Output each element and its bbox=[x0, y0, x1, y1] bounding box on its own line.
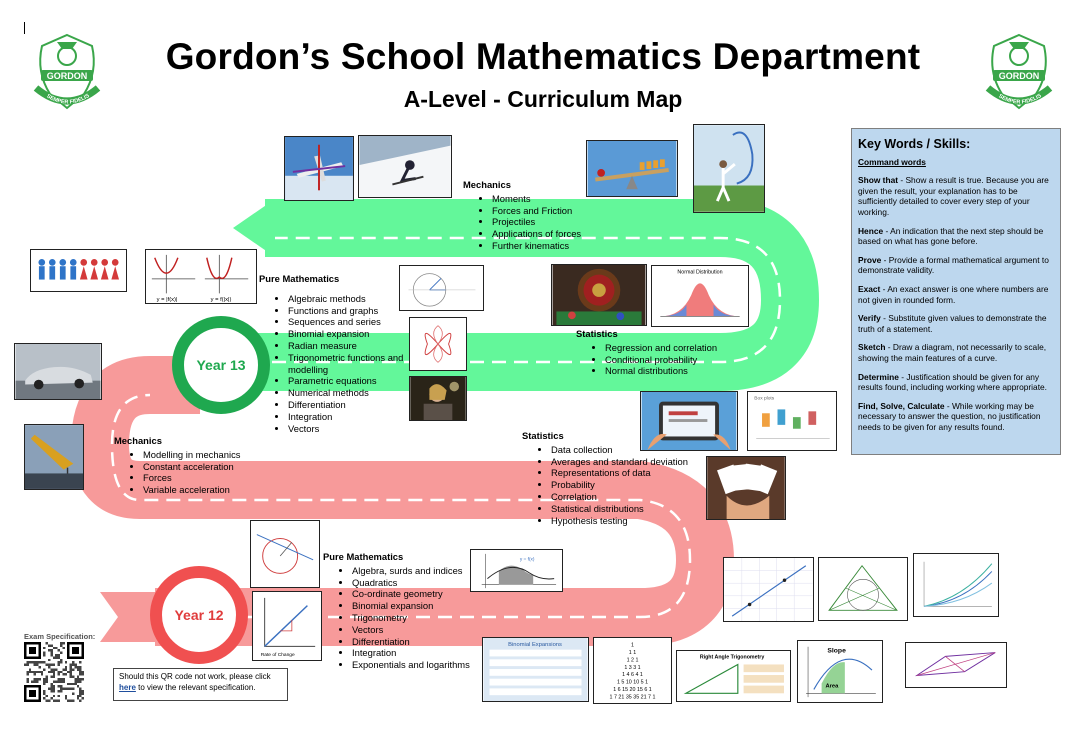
y13-statistics-section bbox=[576, 328, 751, 377]
note-text-before: Should this QR code not work, please click bbox=[119, 672, 271, 681]
slope-area-image bbox=[797, 640, 883, 703]
svg-text:y = f(x): y = f(x) bbox=[519, 557, 535, 563]
command-word-definition: - An exact answer is one where numbers are not given in rounded form. bbox=[858, 283, 1049, 305]
svg-text:Slope: Slope bbox=[827, 647, 846, 655]
topic-item: • Parametric equations bbox=[288, 375, 404, 387]
command-word-term: Find, Solve, Calculate bbox=[858, 400, 945, 411]
modulus-graphs-image bbox=[145, 249, 257, 304]
topic-list bbox=[522, 444, 707, 527]
crest-text: GORDON bbox=[46, 71, 88, 81]
year13-badge bbox=[172, 316, 270, 414]
skier-image bbox=[358, 135, 452, 198]
school-crest-left bbox=[32, 32, 102, 112]
spec-link[interactable]: here bbox=[119, 682, 136, 692]
command-word-term: Determine bbox=[858, 371, 899, 382]
topic-item: • Variable acceleration bbox=[143, 484, 264, 496]
pascal-row: 1 1 bbox=[628, 650, 637, 657]
topic-list bbox=[114, 449, 264, 496]
pascal-row: 1 6 15 20 15 6 1 bbox=[613, 686, 652, 693]
growth-curves-image bbox=[913, 553, 999, 617]
command-word-term: Sketch bbox=[858, 342, 886, 353]
topic-item: • Algebra, surds and indices bbox=[352, 565, 483, 577]
text-cursor bbox=[24, 22, 25, 34]
coordinate-line-image bbox=[723, 557, 814, 622]
page-title: Gordon’s School Mathematics Department bbox=[165, 36, 921, 77]
box-plot-image bbox=[747, 391, 837, 451]
pascal-row: 1 2 1 bbox=[626, 657, 639, 664]
topic-item: • Correlation bbox=[551, 491, 707, 503]
tangent-circle-image bbox=[250, 520, 320, 588]
topic-item: • Vectors bbox=[288, 423, 404, 435]
topic-list bbox=[576, 342, 751, 377]
section-heading: Mechanics bbox=[114, 435, 162, 446]
topic-item: • Binomial expansion bbox=[288, 328, 404, 340]
command-word-definition: - Substitute given values to demonstrate the truth of a statement. bbox=[858, 313, 1047, 334]
school-crest-right bbox=[984, 32, 1054, 112]
rate-of-change-graph-image bbox=[252, 591, 322, 661]
topic-item: • Quadratics bbox=[352, 577, 483, 589]
people-icons-image bbox=[30, 249, 127, 292]
command-word-entry bbox=[858, 313, 1054, 334]
topic-item: • Integration bbox=[352, 647, 483, 659]
year12-badge bbox=[150, 566, 248, 664]
topic-item: • Differentiation bbox=[288, 399, 404, 411]
topic-item: • Vectors bbox=[352, 624, 483, 636]
key-words-heading: Key Words / Skills: bbox=[858, 137, 971, 151]
section-heading: Mechanics bbox=[463, 179, 511, 190]
topic-item: • Co-ordinate geometry bbox=[352, 588, 483, 600]
pascals-triangle-image bbox=[593, 637, 672, 704]
radian-circle-image bbox=[399, 265, 484, 311]
year12-label: Year 12 bbox=[174, 607, 224, 623]
topic-item: • Numerical methods bbox=[288, 387, 404, 399]
command-word-term: Verify bbox=[858, 313, 881, 324]
command-word-term: Exact bbox=[858, 283, 881, 294]
pascal-row: 1 7 21 35 35 21 7 1 bbox=[609, 694, 656, 701]
command-word-definition: - Provide a formal mathematical argument to demonstrate validity. bbox=[858, 254, 1049, 276]
exam-spec-label: Exam Specification: bbox=[24, 632, 96, 641]
topic-item: • Moments bbox=[492, 193, 633, 205]
topic-item: • Conditional probability bbox=[605, 354, 751, 366]
svg-text:Area: Area bbox=[825, 683, 839, 690]
topic-item: • Functions and graphs bbox=[288, 305, 404, 317]
pascal-row: 1 3 3 1 bbox=[624, 664, 641, 671]
topic-item: • Integration bbox=[288, 411, 404, 423]
command-word-definition: - An indication that the next step should be based on what has gone before. bbox=[858, 225, 1044, 247]
vectors-parallelogram-image bbox=[905, 642, 1007, 688]
y12-pure-section bbox=[323, 551, 483, 671]
topic-item: • Constant acceleration bbox=[143, 461, 264, 473]
command-word-entry bbox=[858, 255, 1054, 276]
topic-item: • Regression and correlation bbox=[605, 342, 751, 354]
topic-item: • Sequences and series bbox=[288, 316, 404, 328]
command-word-term: Prove bbox=[858, 254, 882, 265]
svg-text:Box plots: Box plots bbox=[754, 396, 775, 402]
topic-item: • Forces bbox=[143, 472, 264, 484]
topic-item: • Averages and standard deviation bbox=[551, 456, 707, 468]
normal-distribution-image bbox=[651, 265, 749, 327]
command-word-entry bbox=[858, 342, 1054, 363]
command-word-entry bbox=[858, 401, 1054, 433]
pascal-row: 1 bbox=[631, 642, 634, 649]
topic-item: • Trigonometric functions and modelling bbox=[288, 352, 404, 376]
topic-item: • Applications of forces bbox=[492, 228, 633, 240]
command-word-definition: - While working may be necessary to answer the question, no justification needs to be given for any results found. bbox=[858, 400, 1041, 432]
crest-text: GORDON bbox=[998, 71, 1040, 81]
command-words-heading: Command words bbox=[858, 156, 926, 167]
roulette-wheel-image bbox=[551, 264, 647, 326]
qr-code[interactable] bbox=[24, 642, 84, 702]
section-heading: Statistics bbox=[522, 430, 564, 441]
scientist-image bbox=[409, 376, 467, 421]
golfer-projectile-image bbox=[693, 124, 765, 213]
topic-item: • Binomial expansion bbox=[352, 600, 483, 612]
section-heading: Pure Mathematics bbox=[259, 273, 340, 284]
svg-text:Normal Distribution: Normal Distribution bbox=[677, 269, 723, 276]
airplane-forces-image bbox=[284, 136, 354, 201]
svg-text:SEMPER FIDELIS: SEMPER FIDELIS bbox=[45, 93, 91, 106]
section-heading: Pure Mathematics bbox=[323, 551, 404, 562]
command-word-entry bbox=[858, 284, 1054, 305]
svg-text:Right Angle Trigonometry: Right Angle Trigonometry bbox=[699, 654, 765, 661]
seesaw-moments-image bbox=[586, 140, 678, 197]
command-word-term: Hence bbox=[858, 225, 884, 236]
topic-item: • Trigonometry bbox=[352, 612, 483, 624]
topic-list bbox=[323, 565, 483, 671]
playing-cards-image bbox=[706, 456, 786, 520]
svg-text:y = f(|x|): y = f(|x|) bbox=[210, 297, 232, 303]
sports-car-image bbox=[14, 343, 102, 400]
svg-text:Binomial Expansions: Binomial Expansions bbox=[508, 641, 562, 648]
topic-item: • Radian measure bbox=[288, 340, 404, 352]
svg-text:Rate of Change: Rate of Change bbox=[260, 653, 295, 659]
topic-item: • Representations of data bbox=[551, 467, 707, 479]
command-word-entry bbox=[858, 226, 1054, 247]
topic-list bbox=[463, 193, 633, 252]
pascal-row: 1 4 6 4 1 bbox=[622, 672, 643, 679]
butterfly-curve-image bbox=[409, 317, 467, 371]
binomial-expansions-image bbox=[482, 637, 589, 702]
command-word-definition: - Show a result is true. Because you are given the result, your explanation has to be sufficiently detailed to cover every step of your working. bbox=[858, 175, 1049, 217]
svg-text:y = |f(x)|: y = |f(x)| bbox=[156, 297, 178, 303]
triangle-geometry-image bbox=[818, 557, 908, 621]
year13-label: Year 13 bbox=[196, 357, 246, 373]
topic-item: • Projectiles bbox=[492, 216, 633, 228]
topic-item: • Probability bbox=[551, 479, 707, 491]
note-text-after: to view the relevant specification. bbox=[135, 682, 256, 692]
command-word-list bbox=[858, 175, 1054, 432]
topic-item: • Hypothesis testing bbox=[551, 515, 707, 527]
topic-list bbox=[259, 293, 404, 435]
page-subtitle: A-Level - Curriculum Map bbox=[403, 86, 683, 112]
topic-item: • Data collection bbox=[551, 444, 707, 456]
svg-text:SEMPER FIDELIS: SEMPER FIDELIS bbox=[997, 93, 1043, 106]
topic-item: • Statistical distributions bbox=[551, 503, 707, 515]
topic-item: • Normal distributions bbox=[605, 365, 751, 377]
command-word-term: Show that bbox=[858, 175, 899, 186]
y12-mechanics-section bbox=[114, 435, 264, 496]
topic-item: • Algebraic methods bbox=[288, 293, 404, 305]
right-angle-trig-image bbox=[676, 650, 791, 702]
command-word-definition: - Draw a diagram, not necessarily to scale, showing the main features of a curve. bbox=[858, 342, 1047, 363]
y13-pure-section bbox=[259, 273, 404, 434]
topic-item: • Further kinematics bbox=[492, 240, 633, 252]
tablet-survey-image bbox=[640, 391, 738, 451]
topic-item: • Modelling in mechanics bbox=[143, 449, 264, 461]
topic-item: • Forces and Friction bbox=[492, 205, 633, 217]
command-word-definition: - Justification should be given for any results found, including working where appropriate. bbox=[858, 371, 1048, 393]
section-heading: Statistics bbox=[576, 328, 618, 339]
area-under-curve-image bbox=[470, 549, 563, 592]
topic-item: • Differentiation bbox=[352, 636, 483, 648]
key-words-panel bbox=[851, 128, 1061, 455]
topic-item: • Exponentials and logarithms bbox=[352, 659, 483, 671]
pascal-row: 1 5 10 10 5 1 bbox=[616, 679, 649, 686]
crane-image bbox=[24, 424, 84, 490]
command-word-entry bbox=[858, 372, 1054, 393]
command-word-entry bbox=[858, 175, 1054, 217]
spec-link-note bbox=[113, 668, 288, 701]
